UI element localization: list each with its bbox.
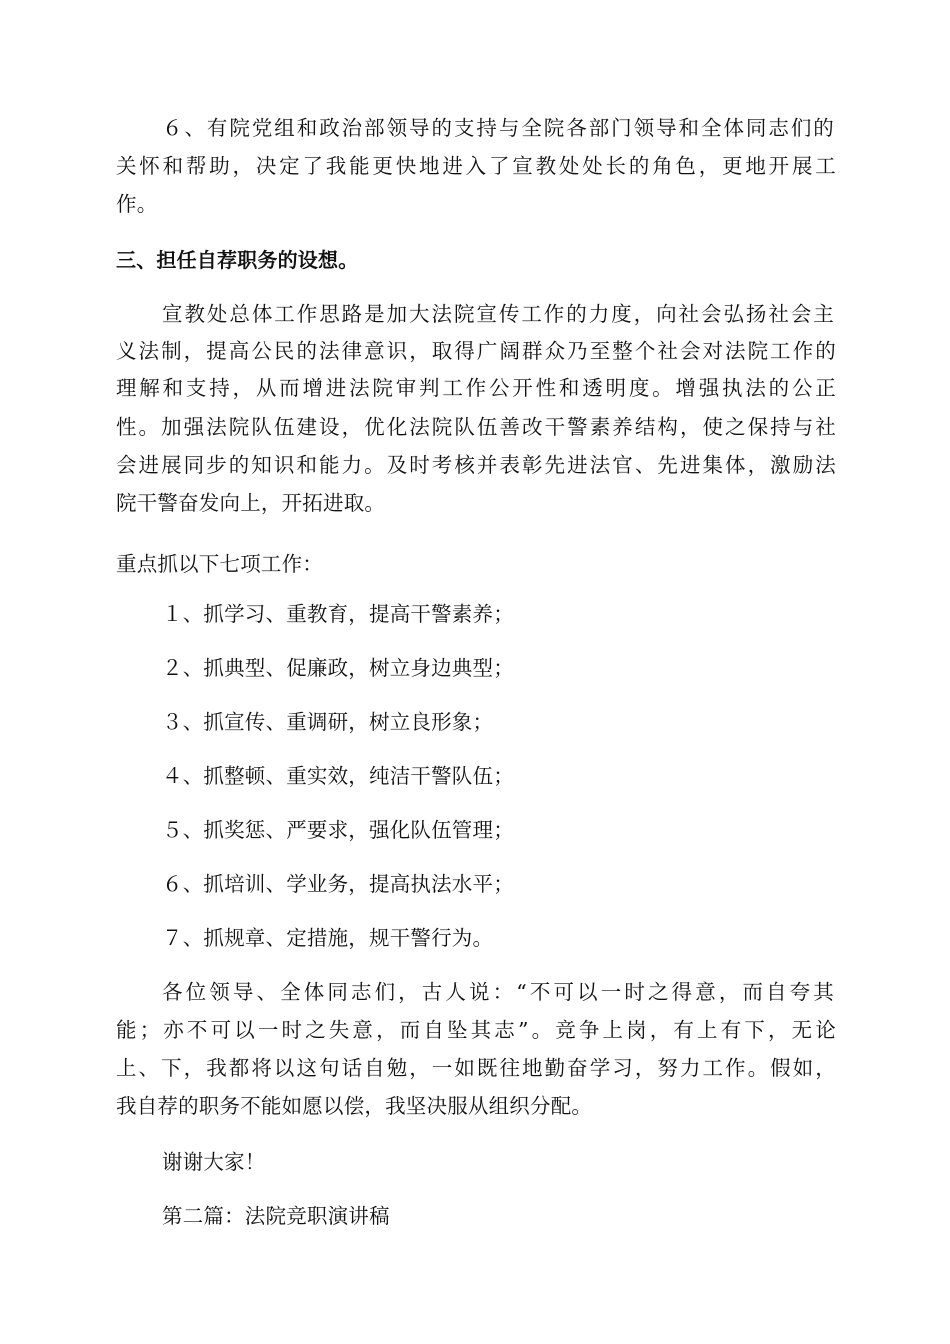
closing-line2: 能；亦不可以一时之失意，而自坠其志”。竞争上岗，有上有下，无论 <box>116 1018 836 1042</box>
idea-line1: 宣教处总体工作思路是加大法院宣传工作的力度，向社会弘扬社会主 <box>162 302 834 326</box>
key-work-item: １、抓学习、重教育，提高干警素养； <box>162 602 514 626</box>
section-heading: 三、担任自荐职务的设想。 <box>116 248 359 272</box>
para6-line1: ６、有院党组和政治部领导的支持与全院各部门领导和全体同志们的 <box>162 116 834 140</box>
idea-line4: 性。加强法院队伍建设，优化法院队伍善改干警素养结构，使之保持与社 <box>116 415 836 439</box>
key-work-item: ３、抓宣传、重调研，树立良形象； <box>162 710 494 734</box>
key-work-item: ２、抓典型、促廉政，树立身边典型； <box>162 656 514 680</box>
closing-line4: 我自荐的职务不能如愿以偿，我坚决服从组织分配。 <box>116 1094 593 1118</box>
para6-line2: 关怀和帮助，决定了我能更快地进入了宣教处处长的角色，更地开展工 <box>116 154 836 178</box>
closing-line3: 上、下，我都将以这句话自勉，一如既往地勤奋学习，努力工作。假如， <box>116 1056 836 1080</box>
thanks-line: 谢谢大家！ <box>162 1150 266 1174</box>
idea-line2: 义法制，提高公民的法律意识，取得广阔群众乃至整个社会对法院工作的 <box>116 339 836 363</box>
key-work-item: ７、抓规章、定措施，规干警行为。 <box>162 926 494 950</box>
next-article-title: 第二篇：法院竞职演讲稿 <box>162 1204 390 1228</box>
idea-line6: 院干警奋发向上，开拓进取。 <box>116 491 386 515</box>
idea-line3: 理解和支持，从而增进法院审判工作公开性和透明度。增强执法的公正 <box>116 376 836 400</box>
key-work-intro: 重点抓以下七项工作： <box>116 552 323 576</box>
para6-line3: 作。 <box>116 192 158 216</box>
key-work-item: ６、抓培训、学业务，提高执法水平； <box>162 872 514 896</box>
key-work-item: ５、抓奖惩、严要求，强化队伍管理； <box>162 818 514 842</box>
idea-line5: 会进展同步的知识和能力。及时考核并表彰先进法官、先进集体，激励法 <box>116 453 836 477</box>
closing-line1: 各位领导、全体同志们，古人说：“不可以一时之得意，而自夸其 <box>162 980 834 1004</box>
key-work-item: ４、抓整顿、重实效，纯洁干警队伍； <box>162 764 514 788</box>
